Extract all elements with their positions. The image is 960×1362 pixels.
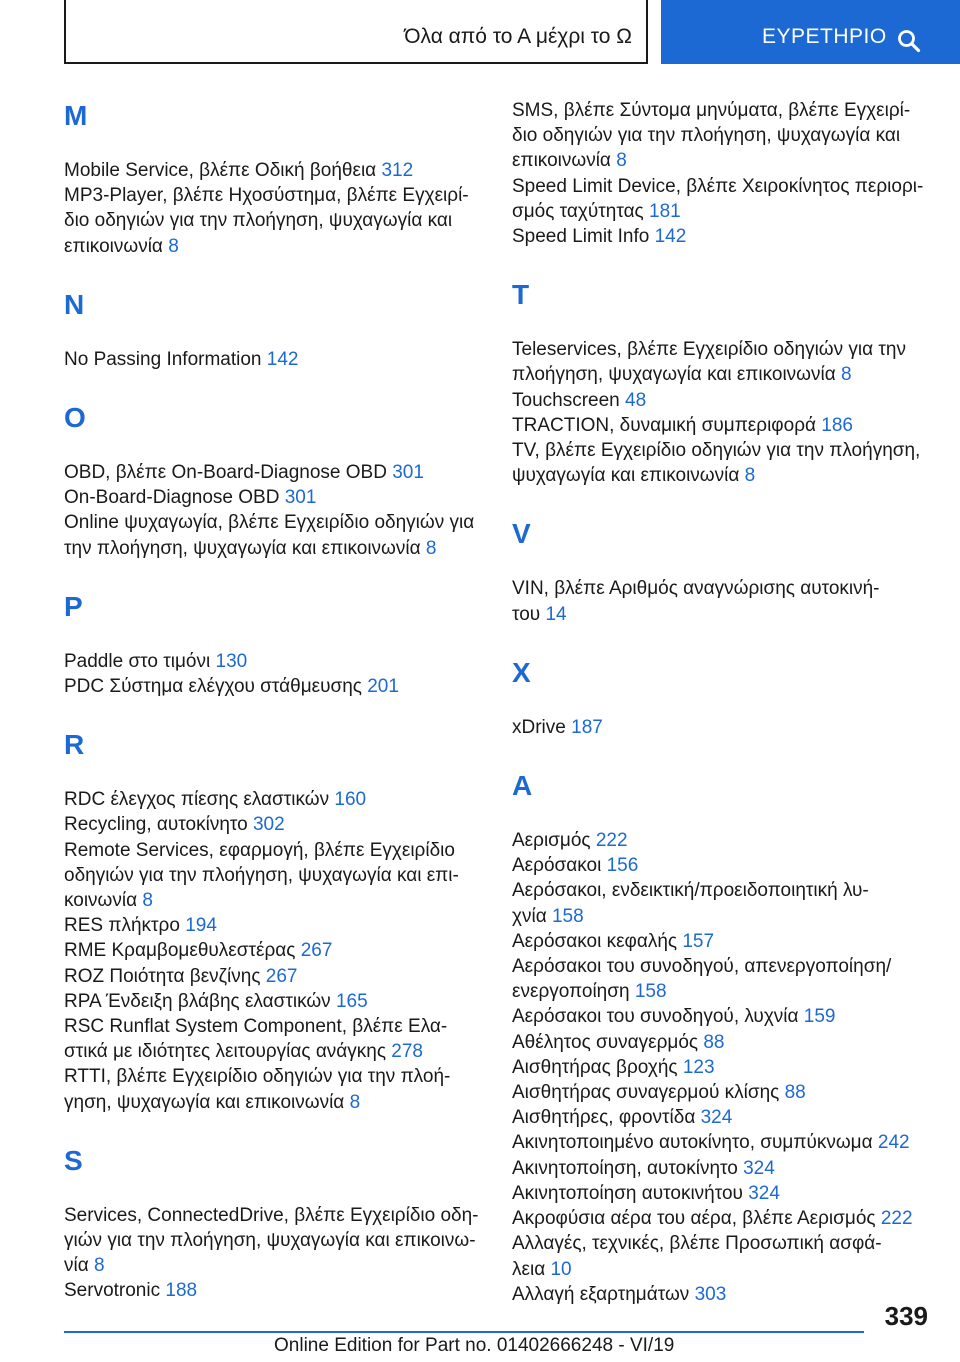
index-entry-line: MP3-Player, βλέπε Ηχοσύστημα, βλέπε Εγχειρί- [64,185,469,207]
index-entry-line: Αερόσακοι του συνοδηγού, λυχνία [512,1006,799,1028]
page-link[interactable]: 8 [616,150,627,172]
page-link[interactable]: 8 [841,364,852,386]
index-entry-text [512,413,932,438]
index-entry [512,98,932,174]
index-entry-line: ενεργοποίηση [512,981,630,1003]
index-entry-line: Αερόσακοι, ενδεικτική/προειδοποιητική λυ- [512,880,869,902]
section-letter: R [64,729,85,761]
index-entry [512,954,932,1004]
index-entry [64,812,484,837]
page-link[interactable]: 278 [391,1041,423,1063]
index-entry-text [512,715,932,740]
index-entry-text [512,199,932,224]
index-tab[interactable] [661,0,960,64]
index-entry-list [64,1203,484,1304]
index-entry-line: TV, βλέπε Εγχειρίδιο οδηγιών για την πλοήγηση, [512,440,921,462]
index-entry-text [64,1228,484,1253]
index-entry-list [512,828,932,1307]
index-entry [64,838,484,914]
index-entry-text [512,1156,932,1181]
index-entry [512,828,932,853]
index-entry-line: Teleservices, βλέπε Εγχειρίδιο οδηγιών για την [512,339,906,361]
index-entry [64,787,484,812]
footer-rule [64,1331,864,1333]
index-entry-line: Αισθητήρες, φροντίδα [512,1107,696,1129]
page-link[interactable]: 8 [142,890,153,912]
page-link[interactable]: 8 [168,235,179,257]
index-entry-line: Speed Limit Info [512,226,650,248]
index-entry-line: No Passing Information [64,348,262,370]
index-entry-text [64,1064,484,1089]
index-entry-line: Αισθητήρας συναγερμού κλίσης [512,1082,780,1104]
index-entry [64,1278,484,1303]
page-link[interactable]: 156 [606,855,639,877]
index-entry [512,224,932,249]
page-link[interactable]: 158 [634,981,667,1003]
index-entry-line: RME Κραμβομεθυλεστέρας [64,940,296,962]
page-link[interactable]: 88 [703,1031,725,1053]
index-entry-text [512,463,932,488]
index-entry-text [64,649,484,674]
index-entry-text [512,388,932,413]
index-entry-text [64,838,484,863]
page-link[interactable]: 267 [265,965,298,987]
page-link[interactable]: 201 [367,676,399,698]
page-link[interactable]: 8 [744,465,756,487]
index-entry-line: OBD, βλέπε On-Board-Diagnose OBD [64,462,387,484]
index-entry [64,485,484,510]
page-link[interactable]: 222 [880,1208,913,1230]
index-entry-line: Online ψυχαγωγία, βλέπε Εγχειρίδιο οδηγιών για [64,512,475,534]
page-link[interactable]: 8 [349,1091,361,1113]
index-entry-text [64,536,484,561]
index-entry-line: RPA Ένδειξη βλάβης ελαστικών [64,990,331,1012]
index-entry-list [64,787,484,1115]
index-entry-text [64,674,484,699]
index-entry-text [64,234,484,259]
index-entry-text [512,362,932,387]
index-entry [512,1080,932,1105]
index-entry-line: Αερόσακοι κεφαλής [512,930,678,952]
page-link[interactable]: 10 [550,1258,572,1280]
index-entry-text [64,158,484,183]
index-entry-text [512,853,932,878]
index-entry-line: στικά με ιδιότητες λειτουργίας ανάγκης [64,1041,387,1063]
index-entry [512,1004,932,1029]
breadcrumb-label: Όλα από το Α μέχρι το Ω [404,25,632,48]
index-entry-line: PDC Σύστημα ελέγχου στάθμευσης [64,676,362,698]
section-letter: V [512,518,531,550]
index-entry-line: γηση, ψυχαγωγία και επικοινωνία [64,1091,345,1113]
index-entry-line: διο οδηγιών για την πλοήγηση, ψυχαγωγία και [512,125,901,147]
index-entry-line: σμός ταχύτητας [512,200,644,222]
index-entry-line: RTTI, βλέπε Εγχειρίδιο οδηγιών για την πλοή- [64,1066,451,1088]
page-link[interactable]: 267 [300,940,333,962]
index-entry [512,1156,932,1181]
index-entry-text [512,1282,932,1307]
index-entry-line: VIN, βλέπε Αριθμός αναγνώρισης αυτοκινή- [512,578,880,600]
index-entry-line: xDrive [512,716,566,738]
index-entry-text [64,460,484,485]
index-entry [512,853,932,878]
section-letter: Α [512,770,533,802]
index-entry-text [64,347,484,372]
index-entry-text [64,938,484,963]
index-entry-line: RES πλήκτρο [64,915,180,937]
page-link[interactable]: 157 [682,930,715,952]
index-entry-line: Recycling, αυτοκίνητο [64,814,248,836]
page-number: 339 [884,1301,928,1331]
index-entry [64,1203,484,1279]
index-entry [512,174,932,224]
index-entry-line: Ακινητοποίηση, αυτοκίνητο [512,1157,738,1179]
index-entry [64,674,484,699]
index-entry-text [64,812,484,837]
page-link[interactable]: 222 [595,830,628,852]
index-entry-text [512,123,932,148]
index-entry-line: Αλλαγές, τεχνικές, βλέπε Προσωπική ασφά- [512,1233,882,1255]
index-entry-line: Paddle στο τιμόνι [64,650,211,672]
breadcrumb-tab[interactable] [64,0,648,64]
index-entry-text [64,989,484,1014]
index-entry-line: Remote Services, εφαρμογή, βλέπε Εγχειρίδιο [64,839,455,861]
page-link[interactable]: 142 [654,226,687,248]
page-link[interactable]: 301 [392,462,424,484]
index-entry-text [64,913,484,938]
index-entry [512,576,932,626]
index-entry-line: κοινωνία [64,890,138,912]
index-entry-list [64,649,484,699]
index-tab-label: ΕΥΡΕΤΗΡΙΟ [762,25,887,48]
section-letter: S [64,1144,83,1176]
index-entry-list [64,347,484,372]
index-entry-line: διο οδηγιών για την πλοήγηση, ψυχαγωγία και [64,210,453,232]
index-entry-text [512,98,932,123]
index-entry-text [512,1206,932,1231]
page-link[interactable]: 8 [94,1255,105,1277]
index-entry-line: Services, ConnectedDrive, βλέπε Εγχειρίδιο οδη- [64,1204,479,1226]
index-entry-text [512,148,932,173]
index-entry [512,1030,932,1055]
section-letter: M [64,100,88,131]
index-entry-text [64,888,484,913]
index-entry-text [64,510,484,535]
index-entry-line: Ακροφύσια αέρα του αέρα, βλέπε Αερισμός [512,1208,876,1230]
index-entry-text [64,1203,484,1228]
page-link[interactable]: 123 [682,1056,715,1078]
index-entry-text [512,828,932,853]
index-entry-line: Αερισμός [512,830,591,852]
page-link[interactable]: 165 [335,990,368,1012]
index-entry [64,347,484,372]
section-letter: T [512,279,530,311]
page-link[interactable]: 194 [185,915,217,937]
index-entry-text [64,1090,484,1115]
page-link[interactable]: 301 [284,487,317,509]
page-link[interactable]: 160 [334,789,367,811]
index-entry-line: Αισθητήρας βροχής [512,1056,678,1078]
index-column-right [512,98,932,1335]
index-entry-line: On-Board-Diagnose OBD [64,487,280,509]
index-entry [512,715,932,740]
index-entry-line: λεια [512,1258,546,1280]
page-link[interactable]: 48 [625,389,647,411]
index-entry [512,1231,932,1281]
index-entry [512,1282,932,1307]
index-entry [64,1064,484,1114]
section-letter: P [64,590,83,622]
index-entry [512,438,932,488]
index-entry [64,183,484,259]
index-entry [64,913,484,938]
index-entry-line: Αερόσακοι του συνοδηγού, απενεργοποίηση/ [512,956,892,978]
index-entry-line: χνία [512,905,547,927]
page-link[interactable]: 158 [551,905,584,927]
index-entry [64,510,484,560]
page-link[interactable]: 187 [571,716,603,738]
index-entry-line: Ακινητοποίηση αυτοκινήτου [512,1182,743,1204]
index-entry-text [512,1004,932,1029]
index-entry-text [512,1130,932,1155]
index-entry-text [64,1039,484,1064]
index-entry [512,413,932,438]
index-entry-list [64,158,484,259]
index-entry-text [512,438,932,463]
section-letter: O [64,402,86,434]
index-entry-text [512,904,932,929]
index-entry-text [512,602,932,627]
index-entry-text [64,485,484,510]
section-letter: X [512,656,531,688]
index-entry-line: Ακινητοποιημένο αυτοκίνητο, συμπύκνωμα [512,1132,873,1154]
page-link[interactable]: 242 [877,1132,910,1154]
index-entry [512,929,932,954]
index-entry [64,938,484,963]
index-entry-text [64,787,484,812]
page-link[interactable]: 142 [266,348,299,370]
index-entry-line: RDC έλεγχος πίεσης ελαστικών [64,789,330,811]
page-link[interactable]: 312 [381,160,414,181]
page-link[interactable]: 324 [748,1182,780,1204]
index-entry-line: RSC Runflat System Component, βλέπε Ελα- [64,1016,448,1038]
page-link[interactable]: 181 [649,200,681,222]
index-entry-line: νία [64,1255,89,1277]
index-entry-line: ψυχαγωγία και επικοινωνία [512,465,740,487]
index-entry-text [512,1105,932,1130]
page-link[interactable]: 186 [821,414,853,436]
index-entry-list [512,715,932,740]
index-entry-line: Αθέλητος συναγερμός [512,1031,699,1053]
index-entry-line: Touchscreen [512,389,620,411]
index-entry-line: Mobile Service, βλέπε Οδική βοήθεια [64,160,377,181]
index-entry-line: Servotronic [64,1280,161,1302]
index-entry-list [512,576,932,626]
page-link[interactable]: 302 [252,814,285,836]
index-entry-text [64,863,484,888]
index-entry-text [512,929,932,954]
index-entry-text [64,183,484,208]
index-entry-text [64,1014,484,1039]
index-entry-text [64,1278,484,1303]
index-entry-line: την πλοήγηση, ψυχαγωγία και επικοινωνία [64,537,421,559]
index-entry-line: Speed Limit Device, βλέπε Χειροκίνητος περιορι- [512,175,924,197]
index-entry-line: οδηγιών για την πλοήγηση, ψυχαγωγία και επι- [64,864,459,886]
index-entry-list [512,337,932,488]
index-entry [64,964,484,989]
page-link[interactable]: 88 [784,1082,806,1104]
index-entry-line: Αλλαγή εξαρτημάτων [512,1283,690,1305]
index-entry-text [512,1231,932,1256]
page-link[interactable]: 14 [545,603,567,625]
index-entry-text [64,964,484,989]
page-link[interactable]: 188 [165,1280,198,1302]
index-entry-text [512,1080,932,1105]
index-entry-text [512,337,932,362]
page-link[interactable]: 324 [700,1107,733,1129]
index-entry [512,1181,932,1206]
index-entry [512,1130,932,1155]
index-entry-line: πλοήγηση, ψυχαγωγία και επικοινωνία [512,364,836,386]
index-entry-text [512,979,932,1004]
index-entry-line: του [512,603,541,625]
index-entry-text [512,1181,932,1206]
index-entry-text [64,208,484,233]
search-icon[interactable] [897,29,921,53]
page-link[interactable]: 324 [743,1157,775,1179]
index-entry-text [512,576,932,601]
index-entry [64,460,484,485]
index-entry [512,337,932,387]
index-entry [64,1014,484,1064]
index-entry [64,649,484,674]
index-entry-line: γιών για την πλοήγηση, ψυχαγωγία και επικοινω- [64,1230,476,1252]
index-entry-text [512,1055,932,1080]
index-entry-text [512,954,932,979]
index-entry-text [512,878,932,903]
index-entry-line: επικοινωνία [64,235,163,257]
index-entry-list [64,460,484,561]
index-entry [512,878,932,928]
page-link[interactable]: 159 [803,1006,836,1028]
index-entry-text [512,1257,932,1282]
index-entry [512,1206,932,1231]
index-entry-text [512,224,932,249]
index-entry-text [64,1253,484,1278]
index-entry [512,1105,932,1130]
index-entry-line: TRACTION, δυναμική συμπεριφορά [512,414,816,436]
page-link[interactable]: 303 [694,1283,727,1305]
footer-edition-text: Online Edition for Part no. 01402666248 - VI/19 [274,1335,675,1356]
index-entry [64,989,484,1014]
index-entry-line: ROZ Ποιότητα βενζίνης [64,965,261,987]
index-column-left [64,98,484,1332]
footer-edition [274,1334,674,1358]
index-entry-list [512,98,932,249]
index-entry [512,388,932,413]
index-entry-text [512,1030,932,1055]
index-entry-line: επικοινωνία [512,150,611,172]
page-link[interactable]: 8 [425,537,437,559]
index-entry-text [512,174,932,199]
page-link[interactable]: 130 [215,650,248,672]
index-entry [64,158,484,183]
index-entry-line: Αερόσακοι [512,855,602,877]
index-entry [512,1055,932,1080]
section-letter: N [64,288,85,320]
index-entry-line: SMS, βλέπε Σύντομα μηνύματα, βλέπε Εγχειρί- [512,100,911,121]
